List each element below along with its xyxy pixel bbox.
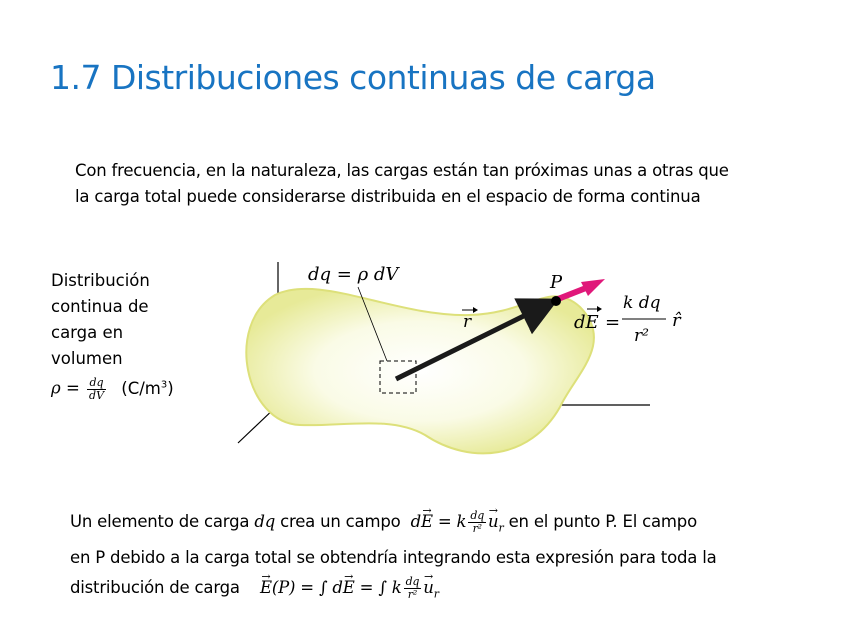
field-unit-vector: r̂: [672, 310, 681, 331]
field-explanation: [70, 507, 810, 610]
dq-label: dq = ρ dV: [308, 264, 399, 285]
density-numerator: dq: [87, 377, 106, 390]
density-formula: [51, 372, 231, 402]
density-fraction: [87, 377, 106, 402]
intro-line-2: la carga total puede considerarse distribuida en el espacio de forma continua: [75, 187, 701, 206]
total-field-formula: → E(P) = ∫ d→ E = ∫ k $\frac{dq}{\text{r²}}$ → $u_r$: [245, 578, 439, 597]
point-P: [551, 296, 561, 306]
charge-region: [246, 289, 594, 454]
sidebar-line-3: carga en: [51, 323, 124, 342]
field-arrowhead: [581, 279, 605, 296]
field-lhs: dE: [574, 312, 599, 333]
field-vector-arrow: [558, 288, 586, 299]
rho-symbol: ρ =: [51, 378, 80, 398]
sidebar-line-4: volumen: [51, 349, 123, 368]
field-element-formula: d→ E = k $\frac{dq}{\text{r²}}$ → $u_r$: [406, 512, 504, 531]
charge-distribution-diagram: [230, 255, 700, 455]
sidebar-line-2: continua de: [51, 297, 149, 316]
field-equals: =: [605, 312, 621, 333]
volume-distribution-box: [51, 268, 231, 402]
field-denominator: r²: [634, 326, 649, 346]
density-units: $(C/m^3)$: [121, 378, 174, 398]
r-label: r: [463, 312, 472, 332]
explanation-line-2: en P debido a la carga total se obtendría integrando esta expresión para toda la: [70, 548, 717, 568]
P-label: P: [550, 272, 563, 293]
r-label-arrowhead: [473, 307, 478, 313]
field-lhs-arrowhead: [597, 306, 602, 312]
explanation-line-1: Un elemento de carga dq crea un campo d→ E = k $\frac{dq}{\text{r²}}$ → $u_r$ en el punto P. El campo: [70, 507, 810, 543]
intro-text: [75, 158, 795, 210]
density-denominator: dV: [89, 388, 105, 402]
sidebar-line-1: Distribución: [51, 271, 150, 290]
intro-line-1: Con frecuencia, en la naturaleza, las cargas están tan próximas unas a otras que: [75, 161, 729, 180]
slide-title: 1.7 Distribuciones continuas de carga: [50, 58, 656, 97]
field-numerator: k dq: [623, 293, 661, 313]
explanation-line-3: distribución de carga → E(P) = ∫ d→ E = ∫ k $\frac{dq}{\text{r²}}$ → $u_r$: [70, 573, 810, 609]
